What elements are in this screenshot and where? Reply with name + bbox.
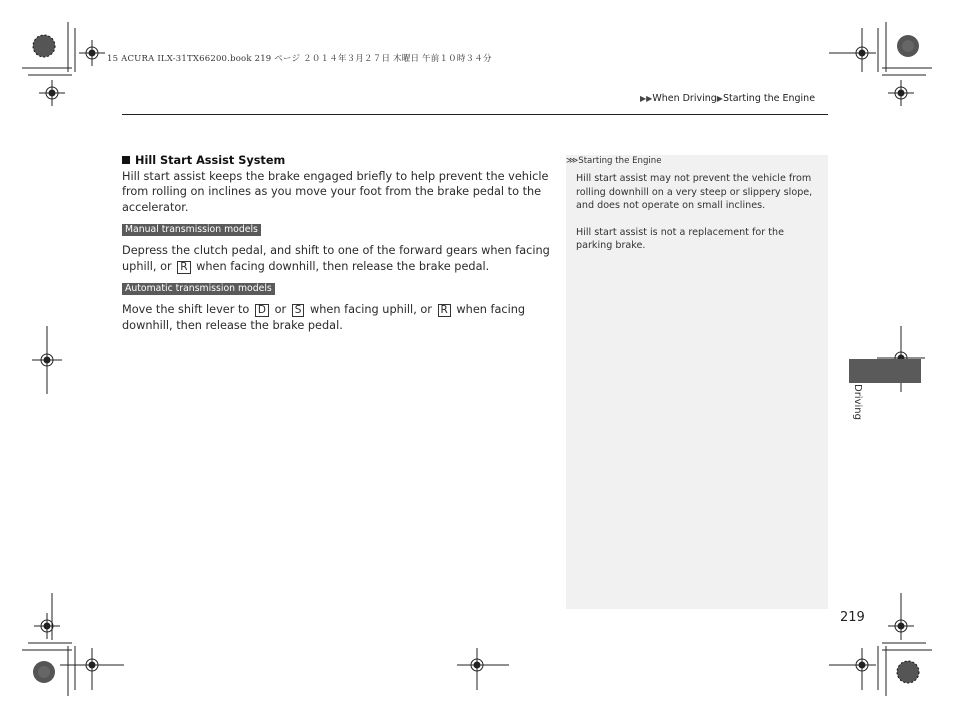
automatic-text-c: when facing downhill, then release the brake pedal.: [122, 303, 526, 332]
header-rule: [122, 114, 828, 115]
automatic-text-b: when facing uphill, or: [310, 303, 432, 316]
section-heading-text: Hill Start Assist System: [135, 154, 286, 167]
gear-r-key: R: [438, 304, 451, 317]
manual-text-b: when facing downhill, then release the brake pedal.: [196, 259, 490, 273]
square-bullet-icon: [122, 156, 130, 164]
double-arrow-icon: ⋙: [566, 156, 579, 166]
manual-instructions: [122, 243, 552, 274]
page-number: 219: [840, 610, 865, 625]
registration-disc-top-left: [33, 35, 55, 57]
automatic-text-or: or: [274, 303, 287, 316]
sidebar-paragraph: Hill start assist is not a replacement for the parking brake.: [576, 226, 784, 252]
breadcrumb: [640, 93, 815, 104]
breadcrumb-marker-icon: ▶▶: [640, 94, 653, 103]
intro-paragraph: Hill start assist keeps the brake engaged briefly to help prevent the vehicle from rolling on inclines as you move your foot from the brake pedal to the accelerator.: [122, 169, 549, 214]
sidebar-paragraph: Hill start assist may not prevent the vehicle from rolling downhill on a very steep or slippery slope, and does not operate on small inclines.: [576, 173, 813, 212]
breadcrumb-item[interactable]: When Driving: [652, 93, 717, 104]
sidebar-reference[interactable]: [566, 156, 662, 166]
sidebar-reference-title: Starting the Engine: [578, 156, 662, 166]
automatic-instructions: [122, 302, 552, 333]
print-info-header: 15 ACURA ILX-31TX66200.book 219 ページ ２０１４年３月２７日 木曜日 午前１０時３４分: [107, 54, 492, 64]
section-heading: [122, 153, 552, 169]
registration-disc-bottom-right: [897, 661, 919, 683]
gear-d-key: D: [255, 304, 269, 317]
breadcrumb-separator-icon: ▶: [716, 94, 723, 103]
main-content: [122, 153, 552, 333]
automatic-transmission-tag: Automatic transmission models: [122, 283, 275, 295]
gear-s-key: S: [292, 304, 305, 317]
gear-r-key: R: [177, 261, 190, 274]
chapter-tab[interactable]: [849, 359, 921, 383]
automatic-text-a: Move the shift lever to: [122, 303, 250, 316]
breadcrumb-item[interactable]: Starting the Engine: [722, 93, 816, 104]
sidebar-note: [566, 155, 828, 609]
registration-disc-top-right: [897, 35, 919, 57]
chapter-tab-label: Driving: [852, 384, 863, 420]
manual-transmission-tag: Manual transmission models: [122, 224, 261, 236]
sidebar-text: [576, 172, 822, 266]
manual-text-a: Depress the clutch pedal, and shift to one of the forward gears when facing uphill, or: [122, 244, 550, 273]
registration-disc-bottom-left: [33, 661, 55, 683]
